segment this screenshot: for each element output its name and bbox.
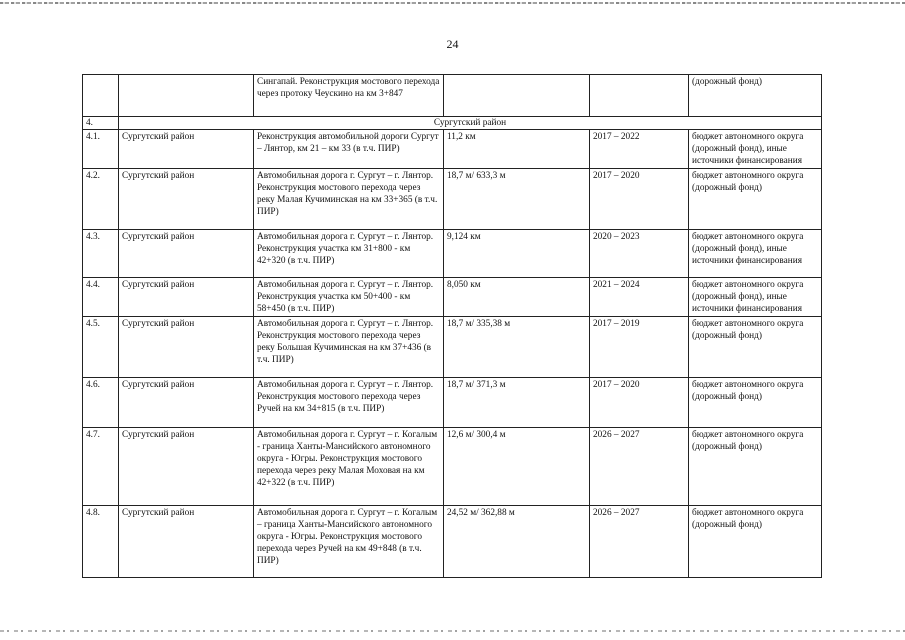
- cell-length: 24,52 м/ 362,88 м: [444, 506, 590, 578]
- cell-period: 2017 – 2020: [590, 169, 689, 230]
- table-row: [83, 378, 822, 428]
- objects-table: [82, 74, 822, 578]
- cell-num: 4.4.: [83, 278, 119, 317]
- section-number: 4.: [83, 117, 119, 130]
- cell-object: Сингапай. Реконструкция мостового перехода через протоку Чеускино на км 3+847: [254, 75, 444, 117]
- cell-period: 2017 – 2022: [590, 130, 689, 169]
- cell-period: 2020 – 2023: [590, 230, 689, 278]
- cell-funding: бюджет автономного округа (дорожный фонд), иные источники финансирования: [689, 230, 822, 278]
- table-row: [83, 230, 822, 278]
- cell-district: Сургутский район: [119, 506, 254, 578]
- table-row-continued: [83, 75, 822, 117]
- table-row: [83, 317, 822, 378]
- table-row: [83, 428, 822, 506]
- cell-num: [83, 75, 119, 117]
- cell-funding: бюджет автономного округа (дорожный фонд): [689, 506, 822, 578]
- cell-funding: бюджет автономного округа (дорожный фонд): [689, 169, 822, 230]
- cell-district: Сургутский район: [119, 169, 254, 230]
- cell-district: Сургутский район: [119, 278, 254, 317]
- cell-length: 18,7 м/ 335,38 м: [444, 317, 590, 378]
- table-row: [83, 130, 822, 169]
- cell-object: Автомобильная дорога г. Сургут – г. Лянтор. Реконструкция участка км 50+400 - км 58+450 (в т.ч. ПИР): [254, 278, 444, 317]
- cell-funding: бюджет автономного округа (дорожный фонд), иные источники финансирования: [689, 278, 822, 317]
- cell-length: 12,6 м/ 300,4 м: [444, 428, 590, 506]
- cell-period: [590, 75, 689, 117]
- cell-num: 4.3.: [83, 230, 119, 278]
- cell-length: 8,050 км: [444, 278, 590, 317]
- scan-edge-bottom: [0, 630, 905, 632]
- cell-length: 18,7 м/ 633,3 м: [444, 169, 590, 230]
- cell-period: 2017 – 2019: [590, 317, 689, 378]
- table-row: [83, 278, 822, 317]
- cell-object: Автомобильная дорога г. Сургут – г. Когалым - граница Ханты-Мансийского автономного округа - Югры. Реконструкция мостового перехода через реку Малая Моховая на км 42+322 (в т.ч. ПИР): [254, 428, 444, 506]
- cell-length: 18,7 м/ 371,3 м: [444, 378, 590, 428]
- cell-length: [444, 75, 590, 117]
- cell-object: Автомобильная дорога г. Сургут – г. Лянтор. Реконструкция мостового перехода через Ручей на км 34+815 (в т.ч. ПИР): [254, 378, 444, 428]
- cell-num: 4.8.: [83, 506, 119, 578]
- cell-num: 4.5.: [83, 317, 119, 378]
- table-row: [83, 506, 822, 578]
- cell-funding: бюджет автономного округа (дорожный фонд): [689, 317, 822, 378]
- cell-district: Сургутский район: [119, 428, 254, 506]
- cell-funding: (дорожный фонд): [689, 75, 822, 117]
- cell-length: 11,2 км: [444, 130, 590, 169]
- cell-object: Реконструкция автомобильной дороги Сургут – Лянтор, км 21 – км 33 (в т.ч. ПИР): [254, 130, 444, 169]
- section-row: [83, 117, 822, 130]
- cell-object: Автомобильная дорога г. Сургут – г. Лянтор. Реконструкция мостового перехода через реку Большая Кучиминская на км 37+436 (в т.ч. ПИР): [254, 317, 444, 378]
- cell-num: 4.6.: [83, 378, 119, 428]
- cell-funding: бюджет автономного округа (дорожный фонд), иные источники финансирования: [689, 130, 822, 169]
- cell-district: Сургутский район: [119, 130, 254, 169]
- cell-funding: бюджет автономного округа (дорожный фонд): [689, 378, 822, 428]
- cell-period: 2017 – 2020: [590, 378, 689, 428]
- cell-object: Автомобильная дорога г. Сургут – г. Лянтор. Реконструкция мостового перехода через реку Малая Кучиминская на км 33+365 (в т.ч. ПИР): [254, 169, 444, 230]
- cell-num: 4.7.: [83, 428, 119, 506]
- cell-num: 4.2.: [83, 169, 119, 230]
- cell-district: Сургутский район: [119, 317, 254, 378]
- cell-district: Сургутский район: [119, 230, 254, 278]
- cell-funding: бюджет автономного округа (дорожный фонд): [689, 428, 822, 506]
- cell-period: 2026 – 2027: [590, 506, 689, 578]
- cell-period: 2021 – 2024: [590, 278, 689, 317]
- scan-edge-top: [0, 2, 905, 4]
- cell-period: 2026 – 2027: [590, 428, 689, 506]
- cell-object: Автомобильная дорога г. Сургут – г. Когалым – граница Ханты-Мансийского автономного округа - Югры. Реконструкция мостового перехода через Ручей на км 49+848 (в т.ч. ПИР): [254, 506, 444, 578]
- cell-district: Сургутский район: [119, 378, 254, 428]
- cell-object: Автомобильная дорога г. Сургут – г. Лянтор. Реконструкция участка км 31+800 - км 42+320 (в т.ч. ПИР): [254, 230, 444, 278]
- cell-length: 9,124 км: [444, 230, 590, 278]
- cell-district: [119, 75, 254, 117]
- table-row: [83, 169, 822, 230]
- cell-num: 4.1.: [83, 130, 119, 169]
- page-number: 24: [446, 37, 459, 51]
- section-title: Сургутский район: [119, 117, 822, 130]
